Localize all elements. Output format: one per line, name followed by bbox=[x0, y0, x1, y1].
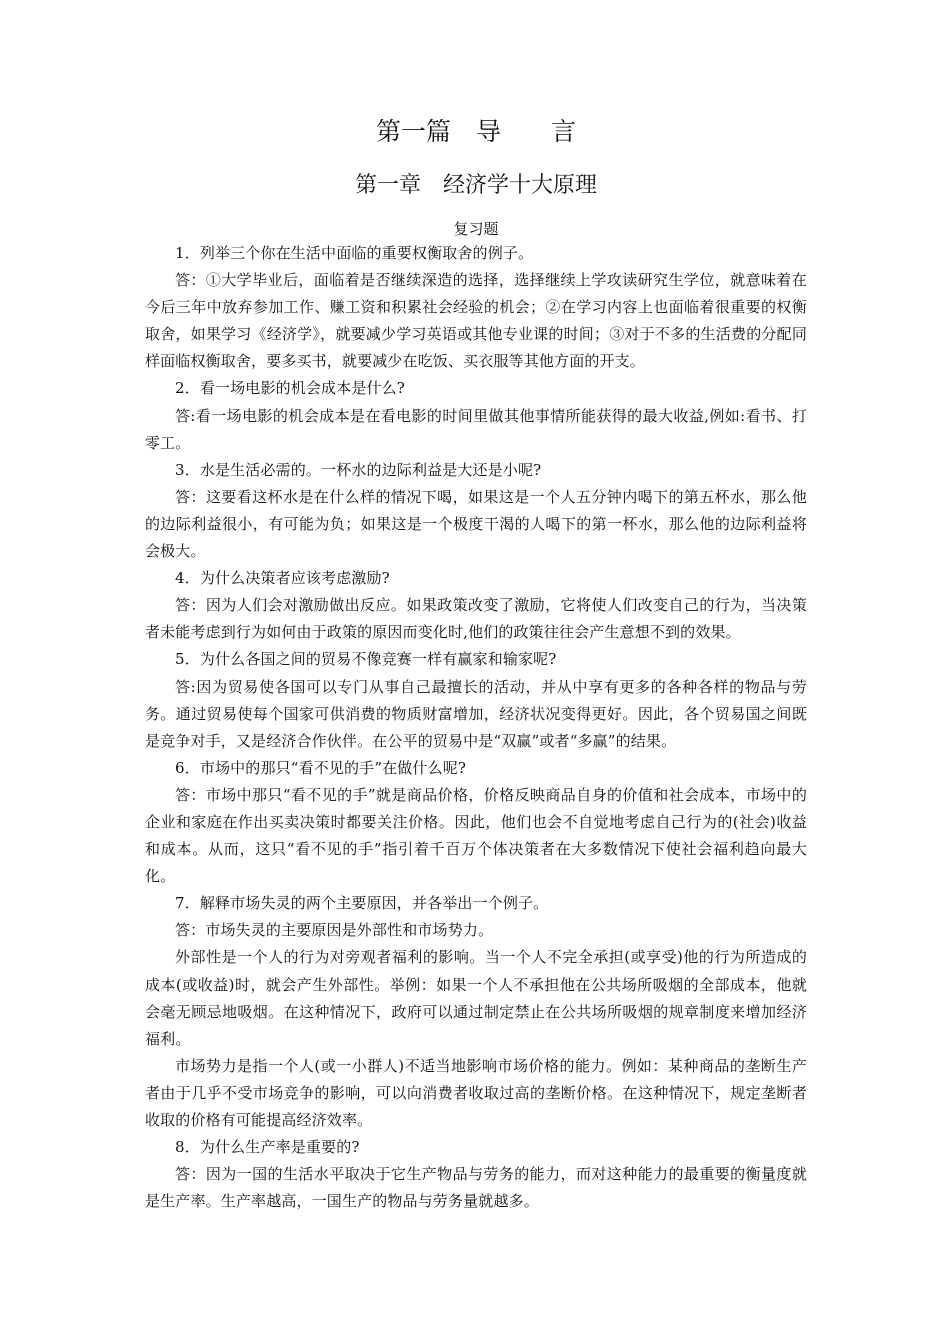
answer-5: 答:因为贸易使各国可以专门从事自己最擅长的活动，并从中享有更多的各种各样的物品与劳务。通过贸易使每个国家可供消费的物质财富增加，经济状况变得更好。因此，各个贸易国之间既是竞争对手，又是经济合作伙伴。在公平的贸易中是“双赢”或者“多赢”的结果。 bbox=[145, 677, 807, 750]
question-7: 7．解释市场失灵的两个主要原因，并各举出一个例子。 bbox=[175, 894, 549, 913]
part-title: 第一篇 导 言 bbox=[375, 117, 576, 146]
answer-6: 答：市场中那只“看不见的手”就是商品价格，价格反映商品自身的价值和社会成本，市场中的企业和家庭在作出买卖决策时都要关注价格。因此，他们也会不自觉地考虑自己行为的(社会)收益和成本。从而，这只“看不见的手”指引着千百万个体决策者在大多数情况下使社会福利趋向最大化。 bbox=[145, 785, 807, 886]
question-4: 4．为什么决策者应该考虑激励? bbox=[175, 569, 390, 588]
chapter-title: 第一章 经济学十大原理 bbox=[354, 173, 597, 198]
answer-8: 答：因为一国的生活水平取决于它生产物品与劳务的能力，而对这种能力的最重要的衡量度就是生产率。生产率越高，一国生产的物品与劳务量就越多。 bbox=[145, 1165, 807, 1211]
question-2: 2．看一场电影的机会成本是什么? bbox=[175, 379, 405, 398]
answer-3: 答：这要看这杯水是在什么样的情况下喝，如果这是一个人五分钟内喝下的第五杯水，那么他的边际利益很小，有可能为负；如果这是一个极度干渴的人喝下的第一杯水，那么他的边际利益将会极大。 bbox=[145, 487, 807, 561]
question-8: 8．为什么生产率是重要的? bbox=[175, 1138, 360, 1157]
document-body bbox=[145, 240, 807, 1215]
answer-7-market-power: 市场势力是指一个人(或一小群人)不适当地影响市场价格的能力。例如：某种商品的垄断生产者由于几乎不受市场竞争的影响，可以向消费者收取过高的垄断价格。在这种情况下，规定垄断者收取的价格有可能提高经济效率。 bbox=[145, 1056, 807, 1129]
answer-7-externality: 外部性是一个人的行为对旁观者福利的影响。当一个人不完全承担(或享受)他的行为所造成的成本(或收益)时，就会产生外部性。举例：如果一个人不承担他在公共场所吸烟的全部成本，他就会毫无顾忌地吸烟。在这种情况下，政府可以通过制定禁止在公共场所吸烟的规章制度来增加经济福利。 bbox=[145, 948, 807, 1048]
answer-7: 答：市场失灵的主要原因是外部性和市场势力。 bbox=[175, 921, 494, 940]
answer-2: 答:看一场电影的机会成本是在看电影的时间里做其他事情所能获得的最大收益,例如:看书、打零工。 bbox=[145, 406, 807, 452]
question-5: 5．为什么各国之间的贸易不像竞赛一样有赢家和输家呢? bbox=[175, 650, 557, 669]
question-1: 1．列举三个你在生活中面临的重要权衡取舍的例子。 bbox=[175, 244, 534, 262]
section-title: 复习题 bbox=[453, 220, 499, 238]
answer-1: 答：①大学毕业后，面临着是否继续深造的选择，选择继续上学攻读研究生学位，就意味着在今后三年中放弃参加工作、赚工资和积累社会经验的机会；②在学习内容上也面临着很重要的权衡取舍，如果学习《经济学》，就要减少学习英语或其他专业课的时间；③对于不多的生活费的分配同样面临权衡取舍，要多买书，就要减少在吃饭、买衣服等其他方面的开支。 bbox=[145, 271, 807, 371]
answer-4: 答：因为人们会对激励做出反应。如果政策改变了激励，它将使人们改变自己的行为，当决策者未能考虑到行为如何由于政策的原因而变化时,他们的政策往往会产生意想不到的效果。 bbox=[145, 596, 807, 642]
question-3: 3．水是生活必需的。一杯水的边际利益是大还是小呢? bbox=[175, 460, 542, 479]
question-6: 6．市场中的那只“看不见的手”在做什么呢? bbox=[175, 758, 467, 777]
